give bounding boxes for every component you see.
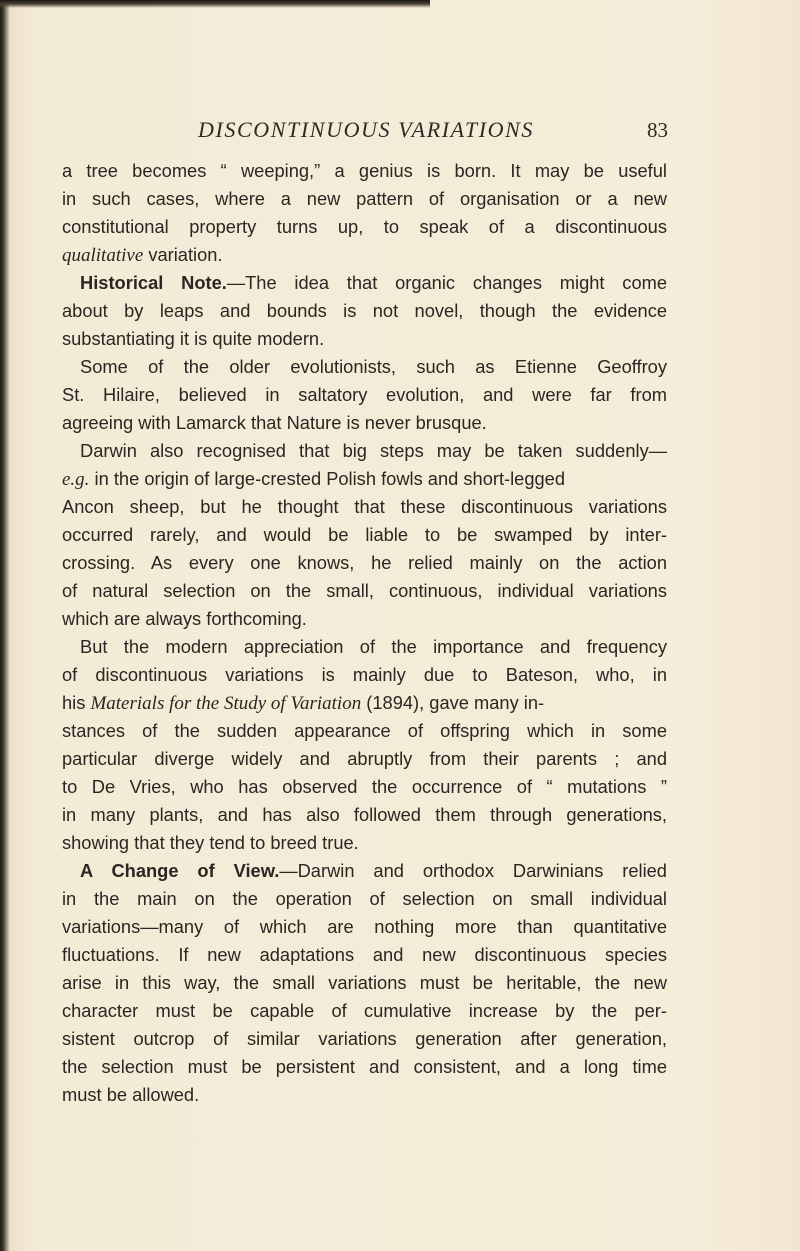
text-line (62, 857, 667, 885)
text-line: in many plants, and has also followed them through generations, (62, 804, 667, 825)
text-fragment: his (62, 692, 91, 713)
text-line (62, 689, 667, 717)
running-title: DISCONTINUOUS VARIATIONS (198, 117, 535, 142)
body-text (62, 157, 667, 1109)
text-line: Ancon sheep, but he thought that these discontinuous variations (62, 496, 667, 517)
text-line: crossing. As every one knows, he relied mainly on the action (62, 552, 667, 573)
text-line: must be allowed. (62, 1084, 200, 1105)
text-fragment: (1894), gave many in- (361, 692, 545, 713)
text-line: character must be capable of cumulative increase by the per- (62, 1000, 667, 1021)
text-line: Darwin also recognised that big steps may be taken suddenly— (80, 440, 667, 461)
text-fragment: —The idea that organic changes might come (226, 272, 668, 293)
text-line: arise in this way, the small variations must be heritable, the new (62, 972, 667, 993)
page-number: 83 (647, 118, 668, 142)
text-line: the selection must be persistent and consistent, and a long time (62, 1056, 667, 1077)
text-line: substantiating it is quite modern. (62, 328, 325, 349)
section-heading: A Change of View. (80, 860, 280, 881)
text-line: variations—many of which are nothing more than quantitative (62, 916, 667, 937)
text-fragment: variation. (143, 244, 223, 265)
text-line: in the main on the operation of selection on small individual (62, 888, 667, 909)
text-line: constitutional property turns up, to speak of a discontinuous (62, 216, 667, 237)
text-fragment: in the origin of large-crested Polish fowls and short-legged (89, 468, 566, 489)
text-line: a tree becomes “ weeping,” a genius is born. It may be useful (62, 160, 667, 181)
text-line: St. Hilaire, believed in saltatory evolution, and were far from (62, 384, 667, 405)
italic-term: e.g. (62, 469, 90, 490)
book-title: Materials for the Study of Variation (90, 693, 362, 714)
text-line: fluctuations. If new adaptations and new discontinuous species (62, 944, 667, 965)
text-line: of discontinuous variations is mainly due to Bateson, who, in (62, 664, 667, 685)
text-line (62, 465, 667, 493)
text-line (62, 241, 667, 269)
page-header (198, 117, 668, 149)
text-line: stances of the sudden appearance of offspring which in some (62, 720, 667, 741)
text-line (62, 269, 667, 297)
section-heading: Historical Note. (80, 272, 227, 293)
text-line: to De Vries, who has observed the occurrence of “ mutations ” (62, 776, 667, 797)
text-line: in such cases, where a new pattern of organisation or a new (62, 188, 667, 209)
text-line: occurred rarely, and would be liable to be swamped by inter- (62, 524, 667, 545)
text-fragment: —Darwin and orthodox Darwinians relied (279, 860, 667, 881)
text-line: about by leaps and bounds is not novel, though the evidence (62, 300, 667, 321)
italic-term: qualitative (62, 245, 144, 266)
text-line: particular diverge widely and abruptly from their parents ; and (62, 748, 667, 769)
page-top-shadow (0, 0, 430, 8)
text-line: sistent outcrop of similar variations generation after generation, (62, 1028, 667, 1049)
text-line: But the modern appreciation of the importance and frequency (80, 636, 667, 657)
text-line: of natural selection on the small, continuous, individual variations (62, 580, 667, 601)
text-line: which are always forthcoming. (62, 608, 307, 629)
text-line: agreeing with Lamarck that Nature is never brusque. (62, 412, 487, 433)
text-line: showing that they tend to breed true. (62, 832, 359, 853)
text-line: Some of the older evolutionists, such as Etienne Geoffroy (80, 356, 667, 377)
page-binding-edge (0, 0, 10, 1251)
